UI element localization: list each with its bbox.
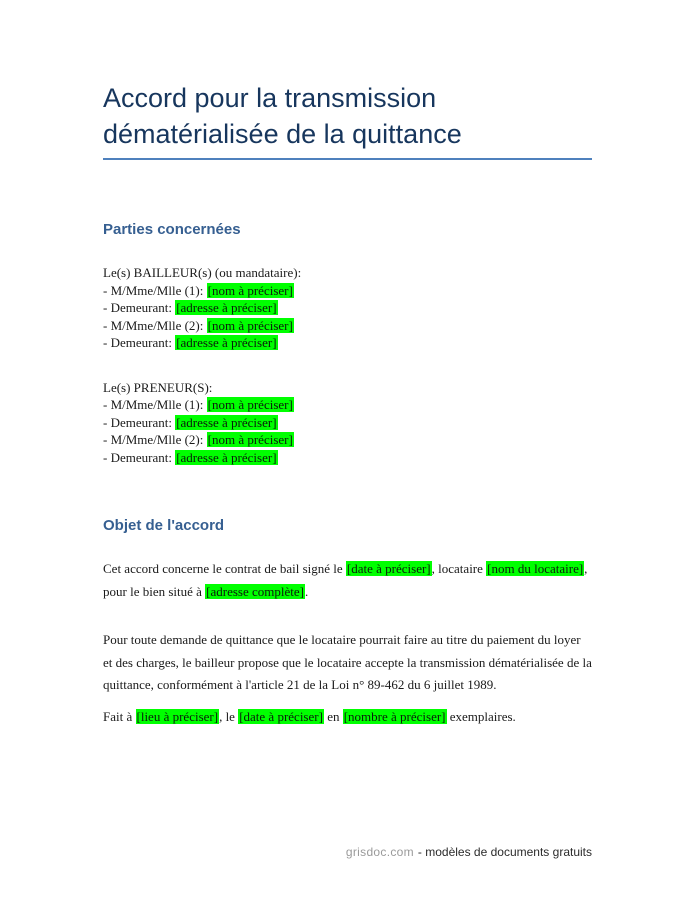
section-heading-objet: Objet de l'accord	[103, 517, 225, 534]
party-line-label: - M/Mme/Mlle (2):	[103, 432, 207, 447]
party-line-label: - Demeurant:	[103, 300, 176, 315]
placeholder-adresse: [adresse à préciser]	[176, 335, 277, 350]
paragraph-fait-a	[103, 706, 592, 729]
paragraph-text: Cet accord concerne le contrat de bail signé le	[103, 561, 346, 576]
section-heading-parties: Parties concernées	[103, 221, 241, 238]
paragraph-text: Fait à	[103, 708, 136, 724]
placeholder-nom: [nom à préciser]	[207, 397, 293, 412]
preneur-line-4	[103, 449, 592, 467]
title-underline	[103, 158, 592, 160]
placeholder-nom: [nom à préciser]	[207, 317, 293, 333]
preneur-intro: Le(s) PRENEUR(S):	[103, 379, 213, 395]
page-footer	[103, 844, 592, 860]
paragraph-text: , locataire	[431, 561, 487, 576]
paragraph-text: exemplaires.	[446, 708, 516, 724]
placeholder-nom-locataire: [nom du locataire]	[487, 561, 584, 576]
placeholder-nom: [nom à préciser]	[207, 432, 293, 447]
party-line-label: - Demeurant:	[103, 335, 176, 350]
bailleur-line-3	[103, 317, 592, 335]
paragraph-text: .	[304, 583, 309, 599]
document-title: Accord pour la transmission dématérialisée de la quittance	[103, 83, 462, 149]
party-line-label: - Demeurant:	[103, 449, 176, 465]
party-line-label: - M/Mme/Mlle (2):	[103, 317, 207, 333]
placeholder-nom: [nom à préciser]	[207, 282, 293, 298]
placeholder-adresse: [adresse à préciser]	[176, 300, 277, 315]
paragraph-text: , pour le bien situé à	[103, 561, 588, 599]
placeholder-date: [date à préciser]	[239, 708, 323, 724]
bailleur-intro: Le(s) BAILLEUR(s) (ou mandataire):	[103, 265, 302, 280]
party-line-label: - Demeurant:	[103, 414, 176, 430]
bailleur-line-1	[103, 282, 592, 300]
preneur-line-1	[103, 396, 592, 414]
paragraph-contrat	[103, 558, 592, 603]
placeholder-adresse: [adresse à préciser]	[176, 414, 277, 430]
party-line-label: - M/Mme/Mlle (1):	[103, 282, 207, 298]
bailleur-line-4	[103, 334, 592, 352]
bailleur-block	[103, 264, 592, 352]
paragraph-loi: Pour toute demande de quittance que le locataire pourrait faire au titre du paiement du loyer et des charges, le bailleur propose que le locataire accepte la transmission dématérialisée de la quittance, conformément à l'article 21 de la Loi n° 89-462 du 6 juillet 1989.	[103, 632, 592, 692]
paragraph-text: en	[323, 708, 343, 724]
placeholder-adresse: [adresse à préciser]	[176, 449, 277, 465]
preneur-line-2	[103, 414, 592, 432]
footer-site-link[interactable]: grisdoc.com	[345, 845, 414, 859]
footer-tagline: - modèles de documents gratuits	[417, 845, 592, 859]
paragraph-text: , le	[219, 708, 239, 724]
party-line-label: - M/Mme/Mlle (1):	[103, 397, 207, 412]
placeholder-date: [date à préciser]	[346, 561, 431, 576]
preneur-block	[103, 379, 592, 467]
placeholder-lieu: [lieu à préciser]	[136, 708, 219, 724]
placeholder-adresse-complete: [adresse complète]	[206, 583, 304, 599]
placeholder-nombre: [nombre à préciser]	[343, 708, 446, 724]
preneur-line-3	[103, 431, 592, 449]
bailleur-line-2	[103, 299, 592, 317]
